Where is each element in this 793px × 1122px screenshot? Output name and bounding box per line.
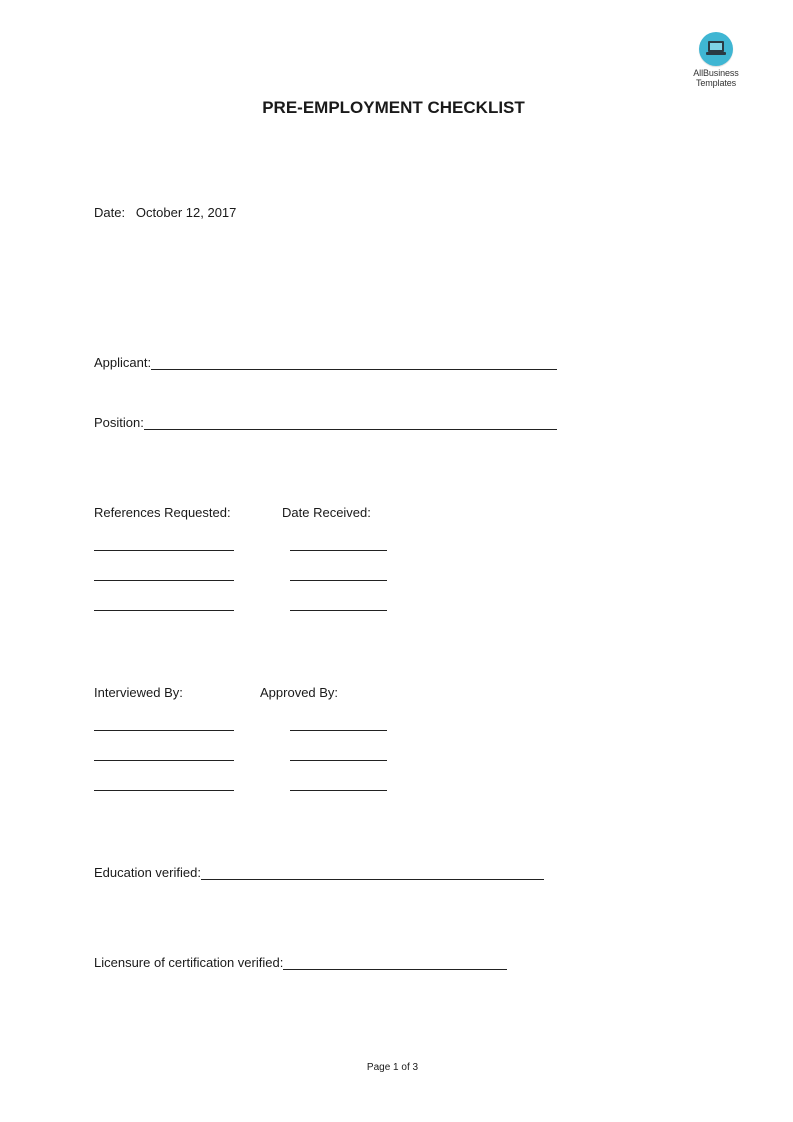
- page-title: PRE-EMPLOYMENT CHECKLIST: [262, 98, 525, 117]
- logo-text: [686, 68, 746, 88]
- interviewer-field-1[interactable]: [94, 730, 234, 731]
- date-received-field-1[interactable]: [290, 550, 387, 551]
- date-label: Date:: [94, 205, 126, 220]
- applicant-field[interactable]: [151, 355, 557, 370]
- references-requested-header: References Requested:: [94, 505, 231, 520]
- education-field[interactable]: [201, 865, 544, 880]
- reference-field-3[interactable]: [94, 610, 234, 611]
- applicant-label: Applicant:: [94, 355, 152, 370]
- logo-line-2: Templates: [695, 78, 737, 88]
- page-number: Page 1 of 3: [366, 1062, 419, 1073]
- interviewer-field-2[interactable]: [94, 760, 234, 761]
- approver-field-3[interactable]: [290, 790, 387, 791]
- interviewer-field-3[interactable]: [94, 790, 234, 791]
- approver-field-2[interactable]: [290, 760, 387, 761]
- licensure-field[interactable]: [283, 955, 507, 970]
- date-received-field-3[interactable]: [290, 610, 387, 611]
- date-value: October 12, 2017: [135, 205, 237, 220]
- reference-field-2[interactable]: [94, 580, 234, 581]
- date-received-field-2[interactable]: [290, 580, 387, 581]
- applicant-row: [94, 355, 557, 370]
- position-field[interactable]: [144, 415, 557, 430]
- licensure-row: [94, 955, 507, 970]
- laptop-icon: [699, 32, 733, 66]
- date-row: [94, 205, 236, 220]
- position-label: Position:: [94, 415, 144, 430]
- allbusiness-logo: [686, 32, 746, 88]
- education-row: [94, 865, 544, 880]
- logo-line-1: AllBusiness: [693, 68, 739, 78]
- position-row: [94, 415, 557, 430]
- approver-field-1[interactable]: [290, 730, 387, 731]
- reference-field-1[interactable]: [94, 550, 234, 551]
- approved-by-header: Approved By:: [260, 685, 339, 700]
- education-label: Education verified:: [94, 865, 201, 880]
- date-received-header: Date Received:: [282, 505, 371, 520]
- interviewed-by-header: Interviewed By:: [94, 685, 183, 700]
- licensure-label: Licensure of certification verified:: [94, 955, 284, 970]
